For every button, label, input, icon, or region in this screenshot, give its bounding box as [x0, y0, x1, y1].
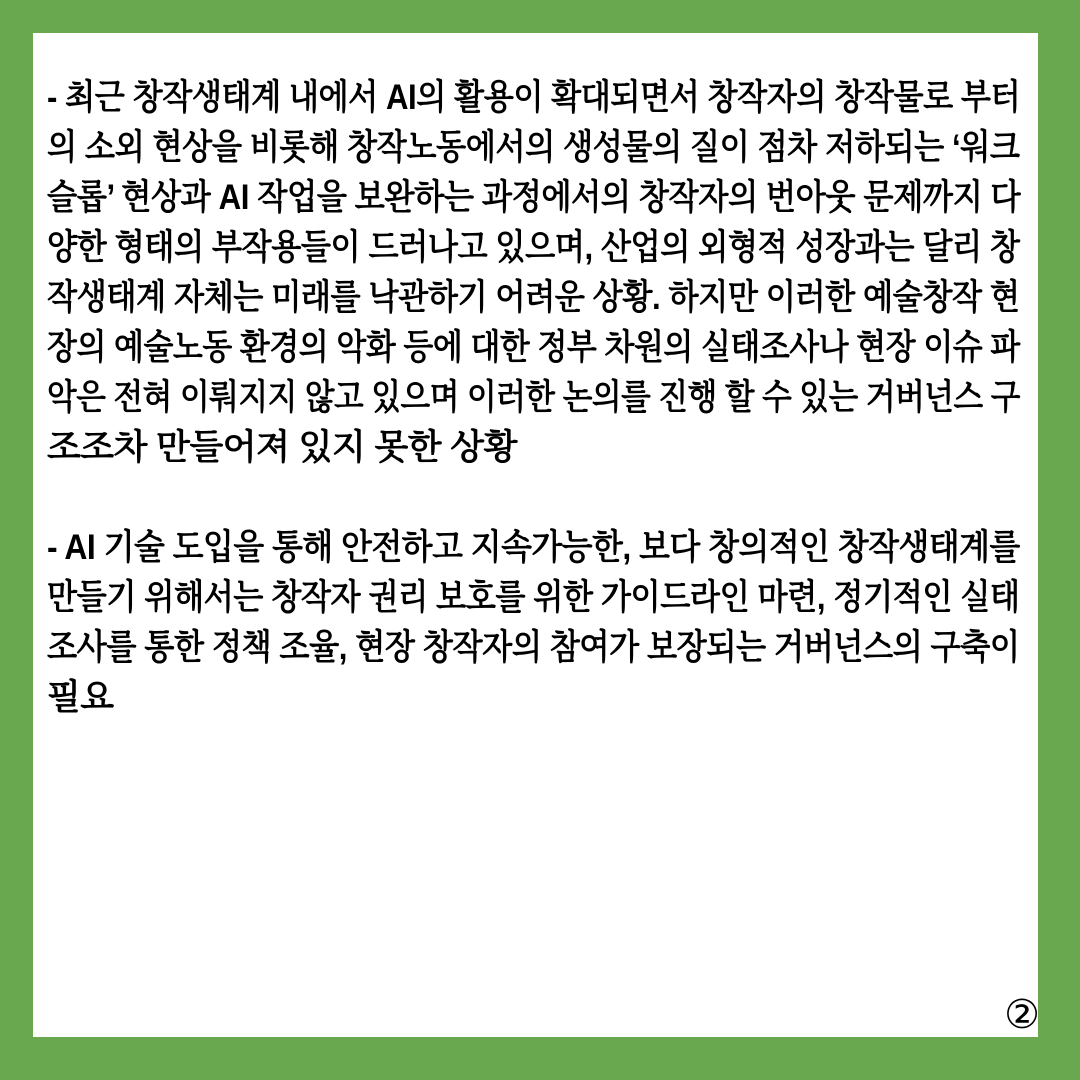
text-line: 만들기 위해서는 창작자 권리 보호를 위한 가이드라인 마련, 정기적인 실태 — [47, 578, 1020, 617]
content-card — [33, 33, 1038, 1037]
text-line: - AI 기술 도입을 통해 안전하고 지속가능한, 보다 창의적인 창작생태계를 — [47, 528, 1020, 567]
body-text — [47, 73, 1020, 723]
text-line: 양한 형태의 부작용들이 드러나고 있으며, 산업의 외형적 성장과는 달리 창 — [47, 228, 1020, 267]
text-line: 작생태계 자체는 미래를 낙관하기 어려운 상황. 하지만 이러한 예술창작 현 — [47, 278, 1020, 317]
text-line: - 최근 창작생태계 내에서 AI의 활용이 확대되면서 창작자의 창작물로 부터 — [47, 78, 1021, 117]
paragraph-policy-needs — [47, 523, 1020, 723]
text-line: 슬롭’ 현상과 AI 작업을 보완하는 과정에서의 창작자의 번아웃 문제까지 다 — [47, 178, 1021, 217]
text-line: 악은 전혀 이뤄지지 않고 있으며 이러한 논의를 진행 할 수 있는 거버넌스 구 — [47, 378, 1020, 417]
text-line: 장의 예술노동 환경의 악화 등에 대한 정부 차원의 실태조사나 현장 이슈 파 — [47, 328, 1020, 367]
text-line: 조조차 만들어져 있지 못한 상황 — [47, 428, 517, 467]
text-line: 필요 — [47, 678, 114, 717]
paragraph-ecosystem-problems — [47, 73, 1020, 473]
page-number: ② — [1004, 993, 1040, 1037]
text-line: 조사를 통한 정책 조율, 현장 창작자의 참여가 보장되는 거버넌스의 구축이 — [47, 628, 1020, 667]
text-line: 의 소외 현상을 비롯해 창작노동에서의 생성물의 질이 점차 저하되는 ‘워크 — [47, 128, 1020, 167]
paragraph-gap — [47, 473, 1020, 523]
